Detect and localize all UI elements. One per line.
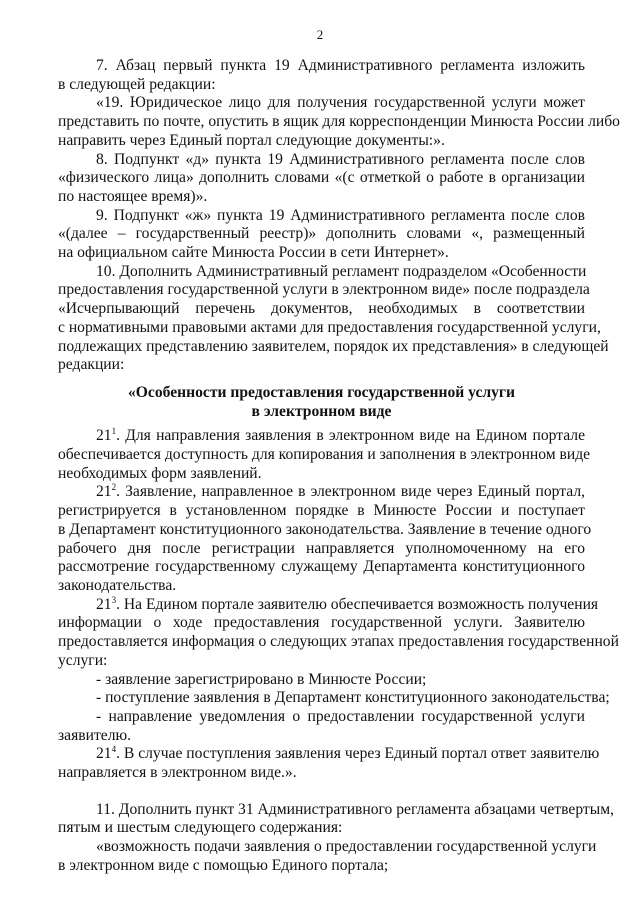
text-line bbox=[58, 520, 592, 540]
line-text: . На Едином портале заявителю обеспечивается возможность получения bbox=[116, 595, 599, 613]
line-text: информации о ходе предоставления государственной услуги. Заявителю bbox=[58, 614, 585, 632]
line-text: пятым и шестым следующего содержания: bbox=[58, 819, 343, 837]
text-line bbox=[58, 356, 585, 375]
text-line bbox=[58, 857, 585, 876]
text-line bbox=[58, 633, 619, 652]
line-text: . Заявление, направленное в электронном виде через Единый портал, bbox=[116, 483, 585, 501]
text-line bbox=[58, 708, 585, 727]
line-text: в следующей редакции: bbox=[58, 75, 216, 93]
text-line bbox=[58, 483, 585, 502]
line-text: 11. Дополнить пункт 31 Административного регламента абзацами четвертым, bbox=[96, 800, 614, 818]
line-text: предоставляется информация о следующих этапах предоставления государственной bbox=[58, 633, 619, 651]
line-text: редакции: bbox=[58, 356, 125, 374]
text-line bbox=[58, 465, 585, 484]
text-line bbox=[58, 151, 585, 170]
line-text: законодательства. bbox=[58, 576, 177, 594]
paragraph bbox=[58, 744, 600, 782]
line-text: направляется в электронном виде.». bbox=[58, 764, 297, 782]
text-line bbox=[58, 318, 601, 338]
text-line bbox=[58, 446, 591, 465]
text-line bbox=[58, 225, 585, 244]
text-line bbox=[58, 169, 585, 188]
clause-number: 21 bbox=[96, 483, 112, 501]
line-text: . Для направления заявления в электронном виде на Едином портале bbox=[116, 427, 585, 445]
clause-superscript: 3 bbox=[111, 594, 117, 605]
section-heading bbox=[58, 384, 585, 421]
text-line bbox=[58, 403, 585, 422]
line-text: регистрируется в установленном порядке в Минюсте России и поступает bbox=[58, 502, 585, 520]
line-text: рассмотрение государственному служащему Департамента конституционного bbox=[58, 558, 585, 576]
text-line bbox=[58, 57, 585, 76]
text-line bbox=[58, 502, 585, 521]
text-line bbox=[58, 744, 600, 764]
line-text: 8. Подпункт «д» пункта 19 Административного регламента после слов bbox=[96, 150, 585, 168]
paragraph bbox=[58, 708, 585, 745]
clause-number: 21 bbox=[96, 745, 112, 763]
text-line bbox=[58, 671, 585, 690]
line-text: предоставления государственной услуги в электронном виде» после подраздела bbox=[58, 281, 590, 299]
paragraph bbox=[58, 838, 597, 875]
text-line bbox=[58, 800, 614, 820]
text-line bbox=[58, 540, 585, 559]
text-line bbox=[58, 652, 585, 671]
line-text: «(далее – государственный реестр)» дополнить словами «, размещенный bbox=[58, 225, 585, 243]
line-text: с нормативными правовыми актами для предоставления государственной услуги, bbox=[58, 318, 601, 336]
text-line bbox=[58, 244, 585, 263]
text-line bbox=[58, 727, 585, 746]
paragraph bbox=[58, 426, 591, 483]
line-text: «19. Юридическое лицо для получения государственной услуги может bbox=[96, 94, 585, 112]
text-line bbox=[58, 838, 597, 857]
text-line bbox=[58, 577, 585, 596]
line-text: «физического лица» дополнить словами «(с отметкой о работе в организации bbox=[58, 169, 585, 187]
line-text: - поступление заявления в Департамент конституционного законодательства; bbox=[96, 689, 610, 707]
clause-number: 21 bbox=[96, 427, 112, 445]
text-line bbox=[58, 337, 609, 357]
line-text: «Особенности предоставления государственной услуги bbox=[127, 383, 515, 401]
text-line bbox=[58, 281, 590, 300]
paragraph bbox=[58, 94, 620, 150]
text-line bbox=[58, 384, 585, 403]
paragraph bbox=[58, 151, 585, 207]
text-line bbox=[58, 94, 585, 113]
paragraph bbox=[58, 594, 619, 671]
line-text: - заявление зарегистрировано в Минюсте России; bbox=[96, 670, 427, 688]
line-text: «возможность подачи заявления о предоставлении государственной услуги bbox=[96, 838, 597, 856]
text-line bbox=[58, 558, 585, 577]
text-line bbox=[58, 764, 585, 783]
line-text: представить по почте, опустить в ящик для корреспонденции Минюста России либо bbox=[58, 113, 620, 131]
text-line bbox=[58, 188, 585, 207]
page-number: 2 bbox=[316, 27, 324, 42]
text-line bbox=[58, 76, 585, 95]
line-text: 9. Подпункт «ж» пункта 19 Административного регламента после слов bbox=[96, 206, 585, 224]
text-line bbox=[58, 113, 620, 132]
paragraph bbox=[58, 57, 585, 94]
line-text: рабочего дня после регистрации направляется уполномоченному на его bbox=[58, 539, 585, 557]
clause-number: 21 bbox=[96, 595, 112, 613]
line-text: в Департамент конституционного законодательства. Заявление в течение одного bbox=[58, 520, 592, 538]
text-line bbox=[58, 689, 610, 708]
line-text: в электронном виде с помощью Единого портала; bbox=[58, 856, 389, 874]
clause-superscript: 2 bbox=[111, 482, 117, 493]
line-text: необходимых форм заявлений. bbox=[58, 464, 262, 482]
paragraph bbox=[58, 262, 609, 375]
paragraph bbox=[58, 482, 592, 595]
line-text: по настоящее время)». bbox=[58, 187, 208, 205]
line-text: подлежащих представлению заявителем, порядок их представления» в следующей bbox=[58, 337, 609, 355]
line-text: заявителю. bbox=[58, 726, 132, 744]
clause-superscript: 4 bbox=[111, 744, 117, 755]
text-line bbox=[58, 427, 585, 446]
paragraph bbox=[58, 207, 585, 263]
text-line bbox=[58, 614, 585, 633]
line-text: обеспечивается доступность для копирования и заполнения в электронном виде bbox=[58, 446, 591, 464]
clause-superscript: 1 bbox=[111, 426, 117, 437]
text-line bbox=[58, 263, 585, 282]
paragraph bbox=[58, 671, 585, 690]
paragraph bbox=[58, 689, 610, 708]
line-text: . В случае поступления заявления через Единый портал ответ заявителю bbox=[116, 745, 600, 763]
text-line bbox=[58, 132, 585, 151]
line-text: - направление уведомления о предоставлении государственной услуги bbox=[96, 707, 585, 725]
line-text: на официальном сайте Минюста России в сети Интернет». bbox=[58, 244, 449, 262]
line-text: направить через Единый портал следующие документы:». bbox=[58, 131, 445, 149]
document-body bbox=[58, 57, 620, 876]
text-line bbox=[58, 300, 585, 319]
text-line bbox=[58, 207, 585, 226]
line-text: в электронном виде bbox=[251, 402, 392, 420]
text-line bbox=[58, 594, 599, 615]
paragraph-gap bbox=[58, 783, 585, 801]
line-text: 7. Абзац первый пункта 19 Административного регламента изложить bbox=[96, 57, 585, 74]
paragraph bbox=[58, 800, 614, 838]
line-text: услуги: bbox=[58, 651, 108, 669]
line-text: 10. Дополнить Административный регламент подразделом «Особенности bbox=[96, 262, 587, 280]
text-line bbox=[58, 819, 585, 838]
line-text: «Исчерпывающий перечень документов, необходимых в соответствии bbox=[58, 300, 585, 318]
